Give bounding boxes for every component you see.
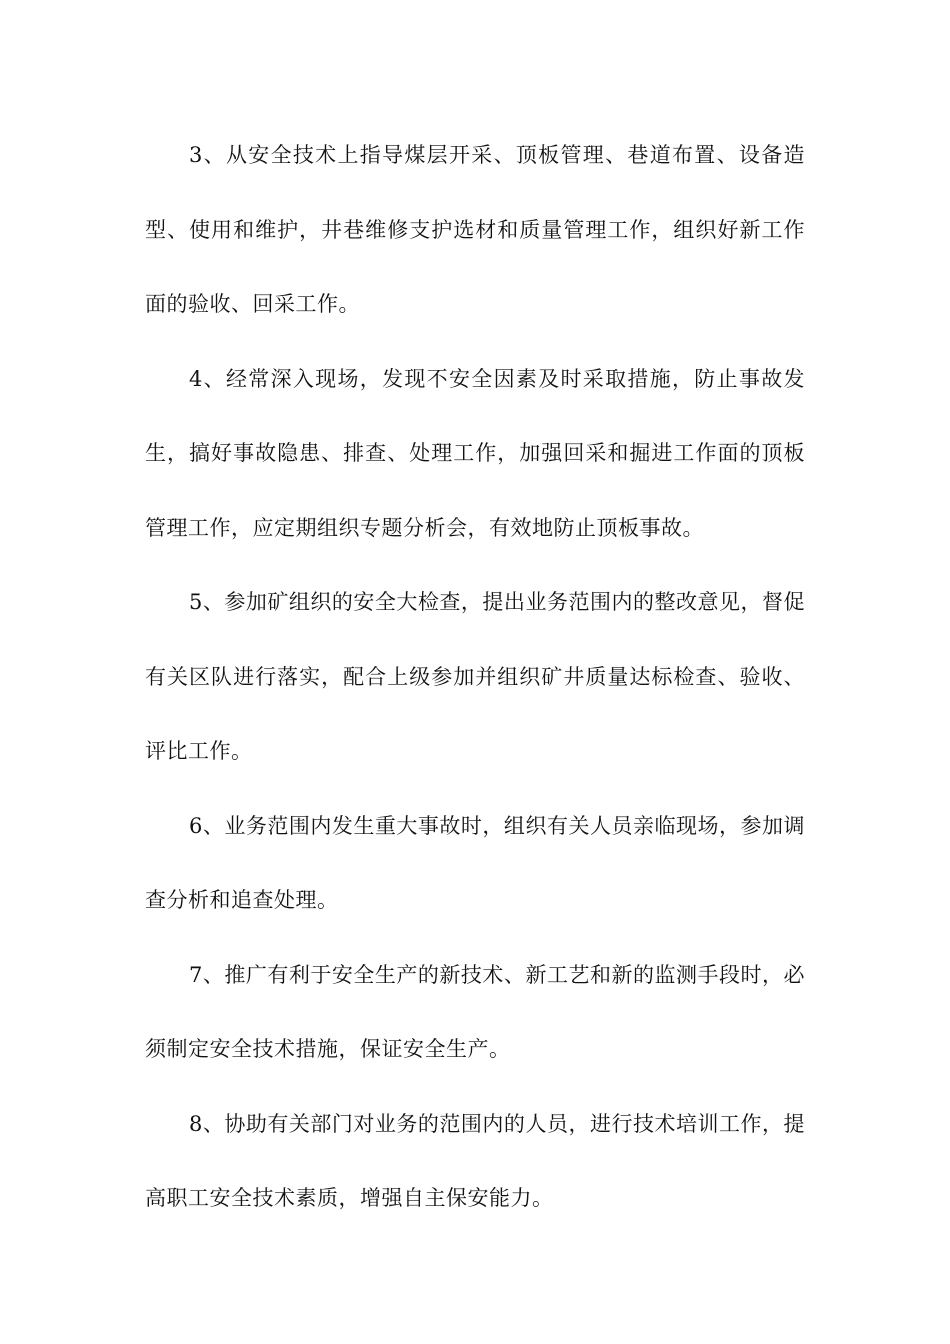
paragraph-item-7: 7、推广有利于安全生产的新技术、新工艺和新的监测手段时，必须制定安全技术措施，保证安全生产。 bbox=[145, 962, 805, 1061]
paragraph-item-4: 4、经常深入现场，发现不安全因素及时采取措施，防止事故发生，搞好事故隐患、排查、处理工作，加强回采和掘进工作面的顶板管理工作，应定期组织专题分析会，有效地防止顶板事故。 bbox=[145, 366, 805, 540]
paragraph-item-3: 3、从安全技术上指导煤层开采、顶板管理、巷道布置、设备造型、使用和维护，井巷维修支护选材和质量管理工作，组织好新工作面的验收、回采工作。 bbox=[145, 143, 805, 316]
document-body bbox=[145, 118, 805, 1236]
paragraph-item-8: 8、协助有关部门对业务的范围内的人员，进行技术培训工作，提高职工安全技术素质，增强自主保安能力。 bbox=[145, 1111, 805, 1210]
paragraph-item-5: 5、参加矿组织的安全大检查，提出业务范围内的整改意见，督促有关区队进行落实，配合上级参加并组织矿井质量达标检查、验收、评比工作。 bbox=[145, 590, 805, 763]
paragraph-item-6: 6、业务范围内发生重大事故时，组织有关人员亲临现场，参加调查分析和追查处理。 bbox=[145, 813, 805, 912]
